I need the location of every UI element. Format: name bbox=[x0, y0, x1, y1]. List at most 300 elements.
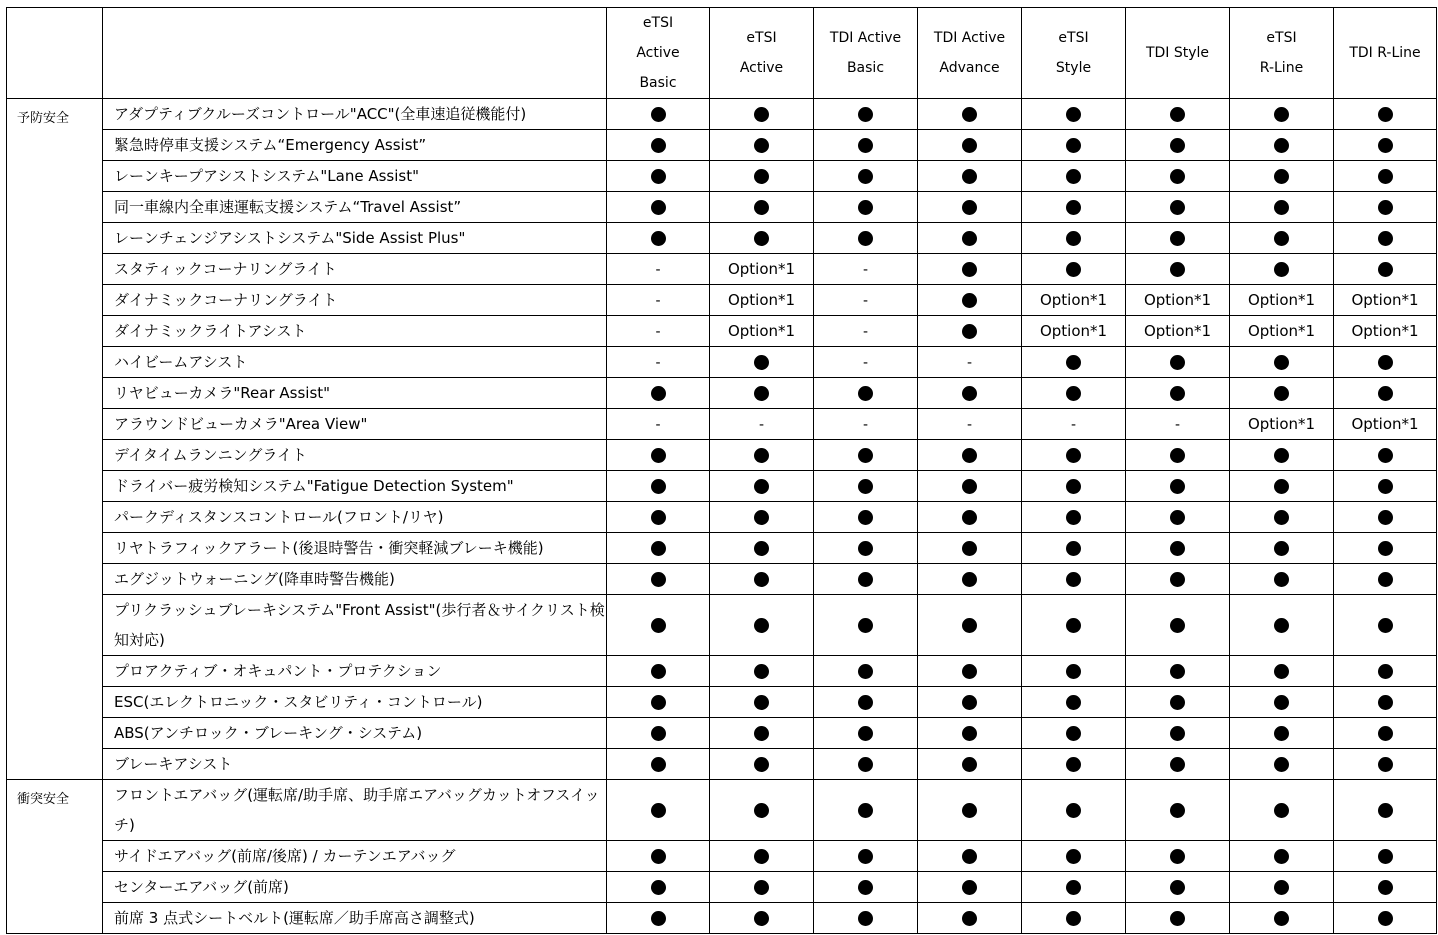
column-header: eTSI Active bbox=[710, 8, 814, 99]
standard-dot-icon bbox=[1066, 262, 1081, 277]
not-available-dash: - bbox=[862, 417, 869, 433]
feature-name: ESC(エレクトロニック・スタビリティ・コントロール) bbox=[103, 687, 607, 718]
standard-dot-icon bbox=[1274, 448, 1289, 463]
standard-dot-cell bbox=[1334, 564, 1437, 595]
standard-dot-icon bbox=[1378, 231, 1393, 246]
standard-dot-icon bbox=[651, 386, 666, 401]
feature-name: ハイビームアシスト bbox=[103, 347, 607, 378]
standard-dot-icon bbox=[754, 138, 769, 153]
category-cell bbox=[7, 409, 103, 440]
not-available-cell bbox=[607, 409, 710, 440]
option-cell bbox=[1126, 285, 1230, 316]
standard-dot-icon bbox=[962, 880, 977, 895]
standard-dot-icon bbox=[1274, 572, 1289, 587]
standard-dot-cell bbox=[918, 378, 1022, 409]
standard-dot-cell bbox=[1126, 223, 1230, 254]
option-cell bbox=[1230, 409, 1334, 440]
not-available-dash: - bbox=[655, 355, 661, 371]
standard-dot-cell bbox=[1334, 440, 1437, 471]
standard-dot-icon bbox=[1378, 479, 1393, 494]
standard-dot-cell bbox=[1334, 749, 1437, 780]
standard-dot-icon bbox=[858, 572, 873, 587]
standard-dot-cell bbox=[1126, 687, 1230, 718]
standard-dot-cell bbox=[814, 687, 918, 718]
standard-dot-cell bbox=[918, 780, 1022, 841]
feature-name: リヤビューカメラ"Rear Assist" bbox=[103, 378, 607, 409]
not-available-cell bbox=[814, 285, 918, 316]
standard-dot-cell bbox=[1334, 718, 1437, 749]
standard-dot-cell bbox=[1230, 378, 1334, 409]
standard-dot-cell bbox=[1334, 254, 1437, 285]
standard-dot-cell bbox=[814, 130, 918, 161]
feature-name: パークディスタンスコントロール(フロント/リヤ) bbox=[103, 502, 607, 533]
equipment-table bbox=[6, 7, 1437, 934]
standard-dot-icon bbox=[1378, 618, 1393, 633]
standard-dot-icon bbox=[1274, 231, 1289, 246]
standard-dot-cell bbox=[710, 347, 814, 378]
standard-dot-icon bbox=[1170, 169, 1185, 184]
standard-dot-cell bbox=[918, 440, 1022, 471]
standard-dot-cell bbox=[710, 502, 814, 533]
standard-dot-cell bbox=[814, 440, 918, 471]
standard-dot-cell bbox=[607, 718, 710, 749]
standard-dot-cell bbox=[1126, 161, 1230, 192]
standard-dot-icon bbox=[1378, 386, 1393, 401]
not-available-dash: - bbox=[655, 417, 661, 433]
standard-dot-cell bbox=[1022, 130, 1126, 161]
category-cell bbox=[7, 254, 103, 285]
category-cell bbox=[7, 161, 103, 192]
standard-dot-icon bbox=[754, 541, 769, 556]
standard-dot-cell bbox=[710, 903, 814, 934]
table-row bbox=[7, 409, 1437, 440]
feature-name: プロアクティブ・オキュパント・プロテクション bbox=[103, 656, 607, 687]
standard-dot-icon bbox=[962, 386, 977, 401]
table-row bbox=[7, 161, 1437, 192]
column-header: TDI Active Advance bbox=[918, 8, 1022, 99]
standard-dot-cell bbox=[1230, 502, 1334, 533]
standard-dot-icon bbox=[754, 618, 769, 633]
table-row bbox=[7, 347, 1437, 378]
standard-dot-icon bbox=[858, 618, 873, 633]
standard-dot-cell bbox=[1230, 872, 1334, 903]
feature-name: フロントエアバッグ(運転席/助手席、助手席エアバッグカットオフスイッチ) bbox=[103, 780, 607, 841]
option-cell bbox=[1334, 285, 1437, 316]
standard-dot-cell bbox=[710, 780, 814, 841]
standard-dot-cell bbox=[814, 564, 918, 595]
standard-dot-icon bbox=[962, 695, 977, 710]
standard-dot-cell bbox=[1230, 223, 1334, 254]
standard-dot-cell bbox=[918, 316, 1022, 347]
standard-dot-icon bbox=[1378, 200, 1393, 215]
category-cell bbox=[7, 130, 103, 161]
standard-dot-icon bbox=[962, 324, 977, 339]
standard-dot-cell bbox=[918, 285, 1022, 316]
standard-dot-icon bbox=[1378, 355, 1393, 370]
feature-name: サイドエアバッグ(前席/後席) / カーテンエアバッグ bbox=[103, 841, 607, 872]
standard-dot-cell bbox=[918, 872, 1022, 903]
feature-name: ダイナミックコーナリングライト bbox=[103, 285, 607, 316]
standard-dot-icon bbox=[1378, 880, 1393, 895]
standard-dot-icon bbox=[1170, 262, 1185, 277]
standard-dot-icon bbox=[1066, 849, 1081, 864]
option-label: Option*1 bbox=[1143, 291, 1212, 309]
standard-dot-cell bbox=[1230, 130, 1334, 161]
standard-dot-icon bbox=[651, 479, 666, 494]
standard-dot-icon bbox=[1274, 262, 1289, 277]
standard-dot-cell bbox=[607, 564, 710, 595]
standard-dot-icon bbox=[754, 479, 769, 494]
standard-dot-icon bbox=[962, 448, 977, 463]
standard-dot-cell bbox=[1334, 780, 1437, 841]
standard-dot-cell bbox=[814, 718, 918, 749]
standard-dot-cell bbox=[814, 595, 918, 656]
column-header: eTSI Style bbox=[1022, 8, 1126, 99]
standard-dot-cell bbox=[607, 872, 710, 903]
option-cell bbox=[710, 254, 814, 285]
standard-dot-icon bbox=[858, 107, 873, 122]
standard-dot-cell bbox=[1334, 502, 1437, 533]
standard-dot-cell bbox=[1022, 502, 1126, 533]
standard-dot-cell bbox=[1126, 718, 1230, 749]
category-label: 衝突安全 bbox=[7, 780, 103, 841]
standard-dot-icon bbox=[1378, 541, 1393, 556]
standard-dot-cell bbox=[710, 130, 814, 161]
standard-dot-icon bbox=[1274, 107, 1289, 122]
category-cell bbox=[7, 440, 103, 471]
standard-dot-icon bbox=[1274, 664, 1289, 679]
standard-dot-icon bbox=[651, 757, 666, 772]
standard-dot-cell bbox=[710, 440, 814, 471]
standard-dot-icon bbox=[962, 293, 977, 308]
table-row bbox=[7, 687, 1437, 718]
standard-dot-cell bbox=[1022, 161, 1126, 192]
standard-dot-cell bbox=[918, 161, 1022, 192]
standard-dot-icon bbox=[1378, 572, 1393, 587]
table-row bbox=[7, 564, 1437, 595]
standard-dot-icon bbox=[1170, 849, 1185, 864]
standard-dot-cell bbox=[1022, 378, 1126, 409]
standard-dot-icon bbox=[651, 849, 666, 864]
standard-dot-cell bbox=[1126, 471, 1230, 502]
standard-dot-cell bbox=[814, 780, 918, 841]
standard-dot-cell bbox=[710, 161, 814, 192]
category-label: 予防安全 bbox=[7, 99, 103, 130]
standard-dot-icon bbox=[1274, 911, 1289, 926]
standard-dot-cell bbox=[607, 502, 710, 533]
standard-dot-icon bbox=[1170, 664, 1185, 679]
standard-dot-cell bbox=[918, 687, 1022, 718]
standard-dot-cell bbox=[1022, 223, 1126, 254]
option-label: Option*1 bbox=[727, 291, 796, 309]
standard-dot-cell bbox=[814, 192, 918, 223]
option-cell bbox=[710, 316, 814, 347]
category-cell bbox=[7, 841, 103, 872]
standard-dot-cell bbox=[1334, 687, 1437, 718]
column-header: eTSI Active Basic bbox=[607, 8, 710, 99]
standard-dot-icon bbox=[858, 664, 873, 679]
standard-dot-cell bbox=[1230, 780, 1334, 841]
standard-dot-icon bbox=[1170, 231, 1185, 246]
standard-dot-icon bbox=[1170, 355, 1185, 370]
standard-dot-cell bbox=[918, 471, 1022, 502]
standard-dot-icon bbox=[1274, 803, 1289, 818]
standard-dot-cell bbox=[710, 656, 814, 687]
standard-dot-icon bbox=[858, 541, 873, 556]
standard-dot-cell bbox=[1230, 564, 1334, 595]
standard-dot-icon bbox=[1378, 695, 1393, 710]
standard-dot-icon bbox=[1066, 695, 1081, 710]
standard-dot-icon bbox=[1170, 695, 1185, 710]
standard-dot-cell bbox=[1126, 872, 1230, 903]
feature-name: ブレーキアシスト bbox=[103, 749, 607, 780]
standard-dot-cell bbox=[607, 223, 710, 254]
standard-dot-cell bbox=[1126, 440, 1230, 471]
standard-dot-icon bbox=[1170, 386, 1185, 401]
standard-dot-cell bbox=[1230, 347, 1334, 378]
header-blank-category bbox=[7, 8, 103, 99]
standard-dot-cell bbox=[1334, 471, 1437, 502]
standard-dot-icon bbox=[651, 231, 666, 246]
category-cell bbox=[7, 347, 103, 378]
standard-dot-cell bbox=[814, 502, 918, 533]
standard-dot-icon bbox=[1274, 618, 1289, 633]
standard-dot-cell bbox=[607, 595, 710, 656]
standard-dot-cell bbox=[918, 99, 1022, 130]
standard-dot-cell bbox=[1230, 99, 1334, 130]
standard-dot-icon bbox=[962, 200, 977, 215]
option-label: Option*1 bbox=[1351, 415, 1419, 433]
standard-dot-cell bbox=[814, 903, 918, 934]
standard-dot-cell bbox=[1334, 841, 1437, 872]
standard-dot-cell bbox=[1334, 903, 1437, 934]
feature-name: エグジットウォーニング(降車時警告機能) bbox=[103, 564, 607, 595]
not-available-dash: - bbox=[1174, 417, 1181, 433]
standard-dot-cell bbox=[1230, 192, 1334, 223]
table-row bbox=[7, 471, 1437, 502]
standard-dot-icon bbox=[1170, 618, 1185, 633]
standard-dot-cell bbox=[918, 656, 1022, 687]
standard-dot-cell bbox=[607, 99, 710, 130]
category-cell bbox=[7, 903, 103, 934]
standard-dot-icon bbox=[1378, 726, 1393, 741]
standard-dot-icon bbox=[1170, 911, 1185, 926]
standard-dot-icon bbox=[651, 911, 666, 926]
not-available-dash: - bbox=[1070, 417, 1077, 433]
standard-dot-icon bbox=[858, 448, 873, 463]
standard-dot-icon bbox=[1170, 138, 1185, 153]
table-row bbox=[7, 718, 1437, 749]
standard-dot-cell bbox=[1334, 378, 1437, 409]
standard-dot-cell bbox=[1334, 656, 1437, 687]
standard-dot-icon bbox=[962, 618, 977, 633]
standard-dot-cell bbox=[918, 130, 1022, 161]
option-cell bbox=[1126, 316, 1230, 347]
not-available-dash: - bbox=[966, 417, 973, 433]
standard-dot-cell bbox=[1334, 223, 1437, 254]
not-available-cell bbox=[918, 409, 1022, 440]
standard-dot-icon bbox=[1170, 726, 1185, 741]
standard-dot-icon bbox=[1066, 448, 1081, 463]
standard-dot-cell bbox=[1334, 347, 1437, 378]
category-cell bbox=[7, 687, 103, 718]
standard-dot-cell bbox=[918, 502, 1022, 533]
not-available-dash: - bbox=[862, 355, 869, 371]
standard-dot-cell bbox=[1230, 718, 1334, 749]
standard-dot-cell bbox=[1022, 656, 1126, 687]
option-label: Option*1 bbox=[1039, 291, 1108, 309]
not-available-cell bbox=[814, 254, 918, 285]
standard-dot-icon bbox=[1170, 200, 1185, 215]
standard-dot-cell bbox=[710, 192, 814, 223]
option-cell bbox=[1334, 316, 1437, 347]
standard-dot-cell bbox=[710, 99, 814, 130]
standard-dot-icon bbox=[1066, 355, 1081, 370]
standard-dot-cell bbox=[1230, 841, 1334, 872]
feature-name: 前席 3 点式シートベルト(運転席／助手席高さ調整式) bbox=[103, 903, 607, 934]
standard-dot-cell bbox=[814, 471, 918, 502]
table-row bbox=[7, 130, 1437, 161]
standard-dot-cell bbox=[1230, 687, 1334, 718]
standard-dot-cell bbox=[1334, 595, 1437, 656]
table-row bbox=[7, 656, 1437, 687]
standard-dot-icon bbox=[754, 803, 769, 818]
standard-dot-icon bbox=[1378, 169, 1393, 184]
standard-dot-icon bbox=[1274, 386, 1289, 401]
not-available-cell bbox=[1126, 409, 1230, 440]
standard-dot-icon bbox=[1274, 695, 1289, 710]
standard-dot-cell bbox=[918, 564, 1022, 595]
standard-dot-cell bbox=[1126, 903, 1230, 934]
standard-dot-cell bbox=[1126, 99, 1230, 130]
category-cell bbox=[7, 872, 103, 903]
standard-dot-cell bbox=[710, 564, 814, 595]
standard-dot-cell bbox=[1022, 254, 1126, 285]
standard-dot-icon bbox=[651, 695, 666, 710]
not-available-dash: - bbox=[758, 417, 765, 433]
standard-dot-icon bbox=[1378, 757, 1393, 772]
standard-dot-cell bbox=[1022, 595, 1126, 656]
feature-name: リヤトラフィックアラート(後退時警告・衝突軽減ブレーキ機能) bbox=[103, 533, 607, 564]
not-available-cell bbox=[710, 409, 814, 440]
standard-dot-icon bbox=[754, 231, 769, 246]
standard-dot-icon bbox=[1170, 448, 1185, 463]
standard-dot-icon bbox=[1066, 572, 1081, 587]
standard-dot-icon bbox=[754, 726, 769, 741]
standard-dot-icon bbox=[754, 695, 769, 710]
standard-dot-icon bbox=[962, 262, 977, 277]
standard-dot-cell bbox=[1126, 749, 1230, 780]
option-label: Option*1 bbox=[727, 322, 796, 340]
not-available-cell bbox=[814, 409, 918, 440]
header-blank-feature bbox=[103, 8, 607, 99]
table-row bbox=[7, 502, 1437, 533]
standard-dot-cell bbox=[1022, 718, 1126, 749]
standard-dot-cell bbox=[607, 440, 710, 471]
standard-dot-icon bbox=[858, 803, 873, 818]
standard-dot-icon bbox=[1274, 510, 1289, 525]
column-header: TDI Style bbox=[1126, 8, 1230, 99]
standard-dot-cell bbox=[607, 656, 710, 687]
category-cell bbox=[7, 718, 103, 749]
standard-dot-cell bbox=[814, 161, 918, 192]
standard-dot-icon bbox=[754, 880, 769, 895]
standard-dot-icon bbox=[651, 510, 666, 525]
standard-dot-cell bbox=[1230, 903, 1334, 934]
standard-dot-icon bbox=[1066, 169, 1081, 184]
standard-dot-icon bbox=[858, 695, 873, 710]
standard-dot-cell bbox=[918, 192, 1022, 223]
standard-dot-icon bbox=[1274, 200, 1289, 215]
standard-dot-cell bbox=[1022, 347, 1126, 378]
standard-dot-cell bbox=[1022, 841, 1126, 872]
feature-name: レーンチェンジアシストシステム"Side Assist Plus" bbox=[103, 223, 607, 254]
standard-dot-icon bbox=[754, 448, 769, 463]
standard-dot-icon bbox=[962, 138, 977, 153]
standard-dot-icon bbox=[1274, 849, 1289, 864]
standard-dot-icon bbox=[1274, 138, 1289, 153]
standard-dot-cell bbox=[607, 749, 710, 780]
standard-dot-cell bbox=[607, 378, 710, 409]
standard-dot-cell bbox=[1022, 749, 1126, 780]
standard-dot-icon bbox=[1066, 757, 1081, 772]
table-row bbox=[7, 316, 1437, 347]
standard-dot-icon bbox=[962, 510, 977, 525]
standard-dot-cell bbox=[1022, 872, 1126, 903]
standard-dot-cell bbox=[1022, 192, 1126, 223]
standard-dot-cell bbox=[1230, 656, 1334, 687]
standard-dot-icon bbox=[1066, 664, 1081, 679]
standard-dot-cell bbox=[814, 749, 918, 780]
standard-dot-icon bbox=[651, 618, 666, 633]
standard-dot-icon bbox=[651, 726, 666, 741]
standard-dot-icon bbox=[1066, 618, 1081, 633]
table-row bbox=[7, 903, 1437, 934]
not-available-dash: - bbox=[862, 262, 869, 278]
category-cell bbox=[7, 749, 103, 780]
standard-dot-cell bbox=[1022, 564, 1126, 595]
standard-dot-icon bbox=[858, 479, 873, 494]
standard-dot-cell bbox=[1126, 347, 1230, 378]
standard-dot-icon bbox=[858, 757, 873, 772]
column-header: TDI R-Line bbox=[1334, 8, 1437, 99]
standard-dot-cell bbox=[1022, 903, 1126, 934]
standard-dot-icon bbox=[1378, 664, 1393, 679]
table-row bbox=[7, 254, 1437, 285]
not-available-dash: - bbox=[862, 324, 869, 340]
table-body bbox=[7, 99, 1437, 934]
table-row bbox=[7, 378, 1437, 409]
standard-dot-cell bbox=[1126, 130, 1230, 161]
standard-dot-cell bbox=[1126, 780, 1230, 841]
standard-dot-icon bbox=[754, 107, 769, 122]
standard-dot-cell bbox=[1230, 749, 1334, 780]
option-cell bbox=[710, 285, 814, 316]
standard-dot-cell bbox=[1230, 440, 1334, 471]
standard-dot-icon bbox=[858, 386, 873, 401]
standard-dot-icon bbox=[1378, 911, 1393, 926]
standard-dot-icon bbox=[1274, 541, 1289, 556]
standard-dot-cell bbox=[918, 903, 1022, 934]
standard-dot-cell bbox=[814, 656, 918, 687]
not-available-dash: - bbox=[655, 293, 661, 309]
standard-dot-cell bbox=[710, 378, 814, 409]
standard-dot-icon bbox=[962, 803, 977, 818]
standard-dot-icon bbox=[1066, 880, 1081, 895]
option-cell bbox=[1230, 316, 1334, 347]
standard-dot-icon bbox=[1378, 849, 1393, 864]
standard-dot-icon bbox=[858, 169, 873, 184]
